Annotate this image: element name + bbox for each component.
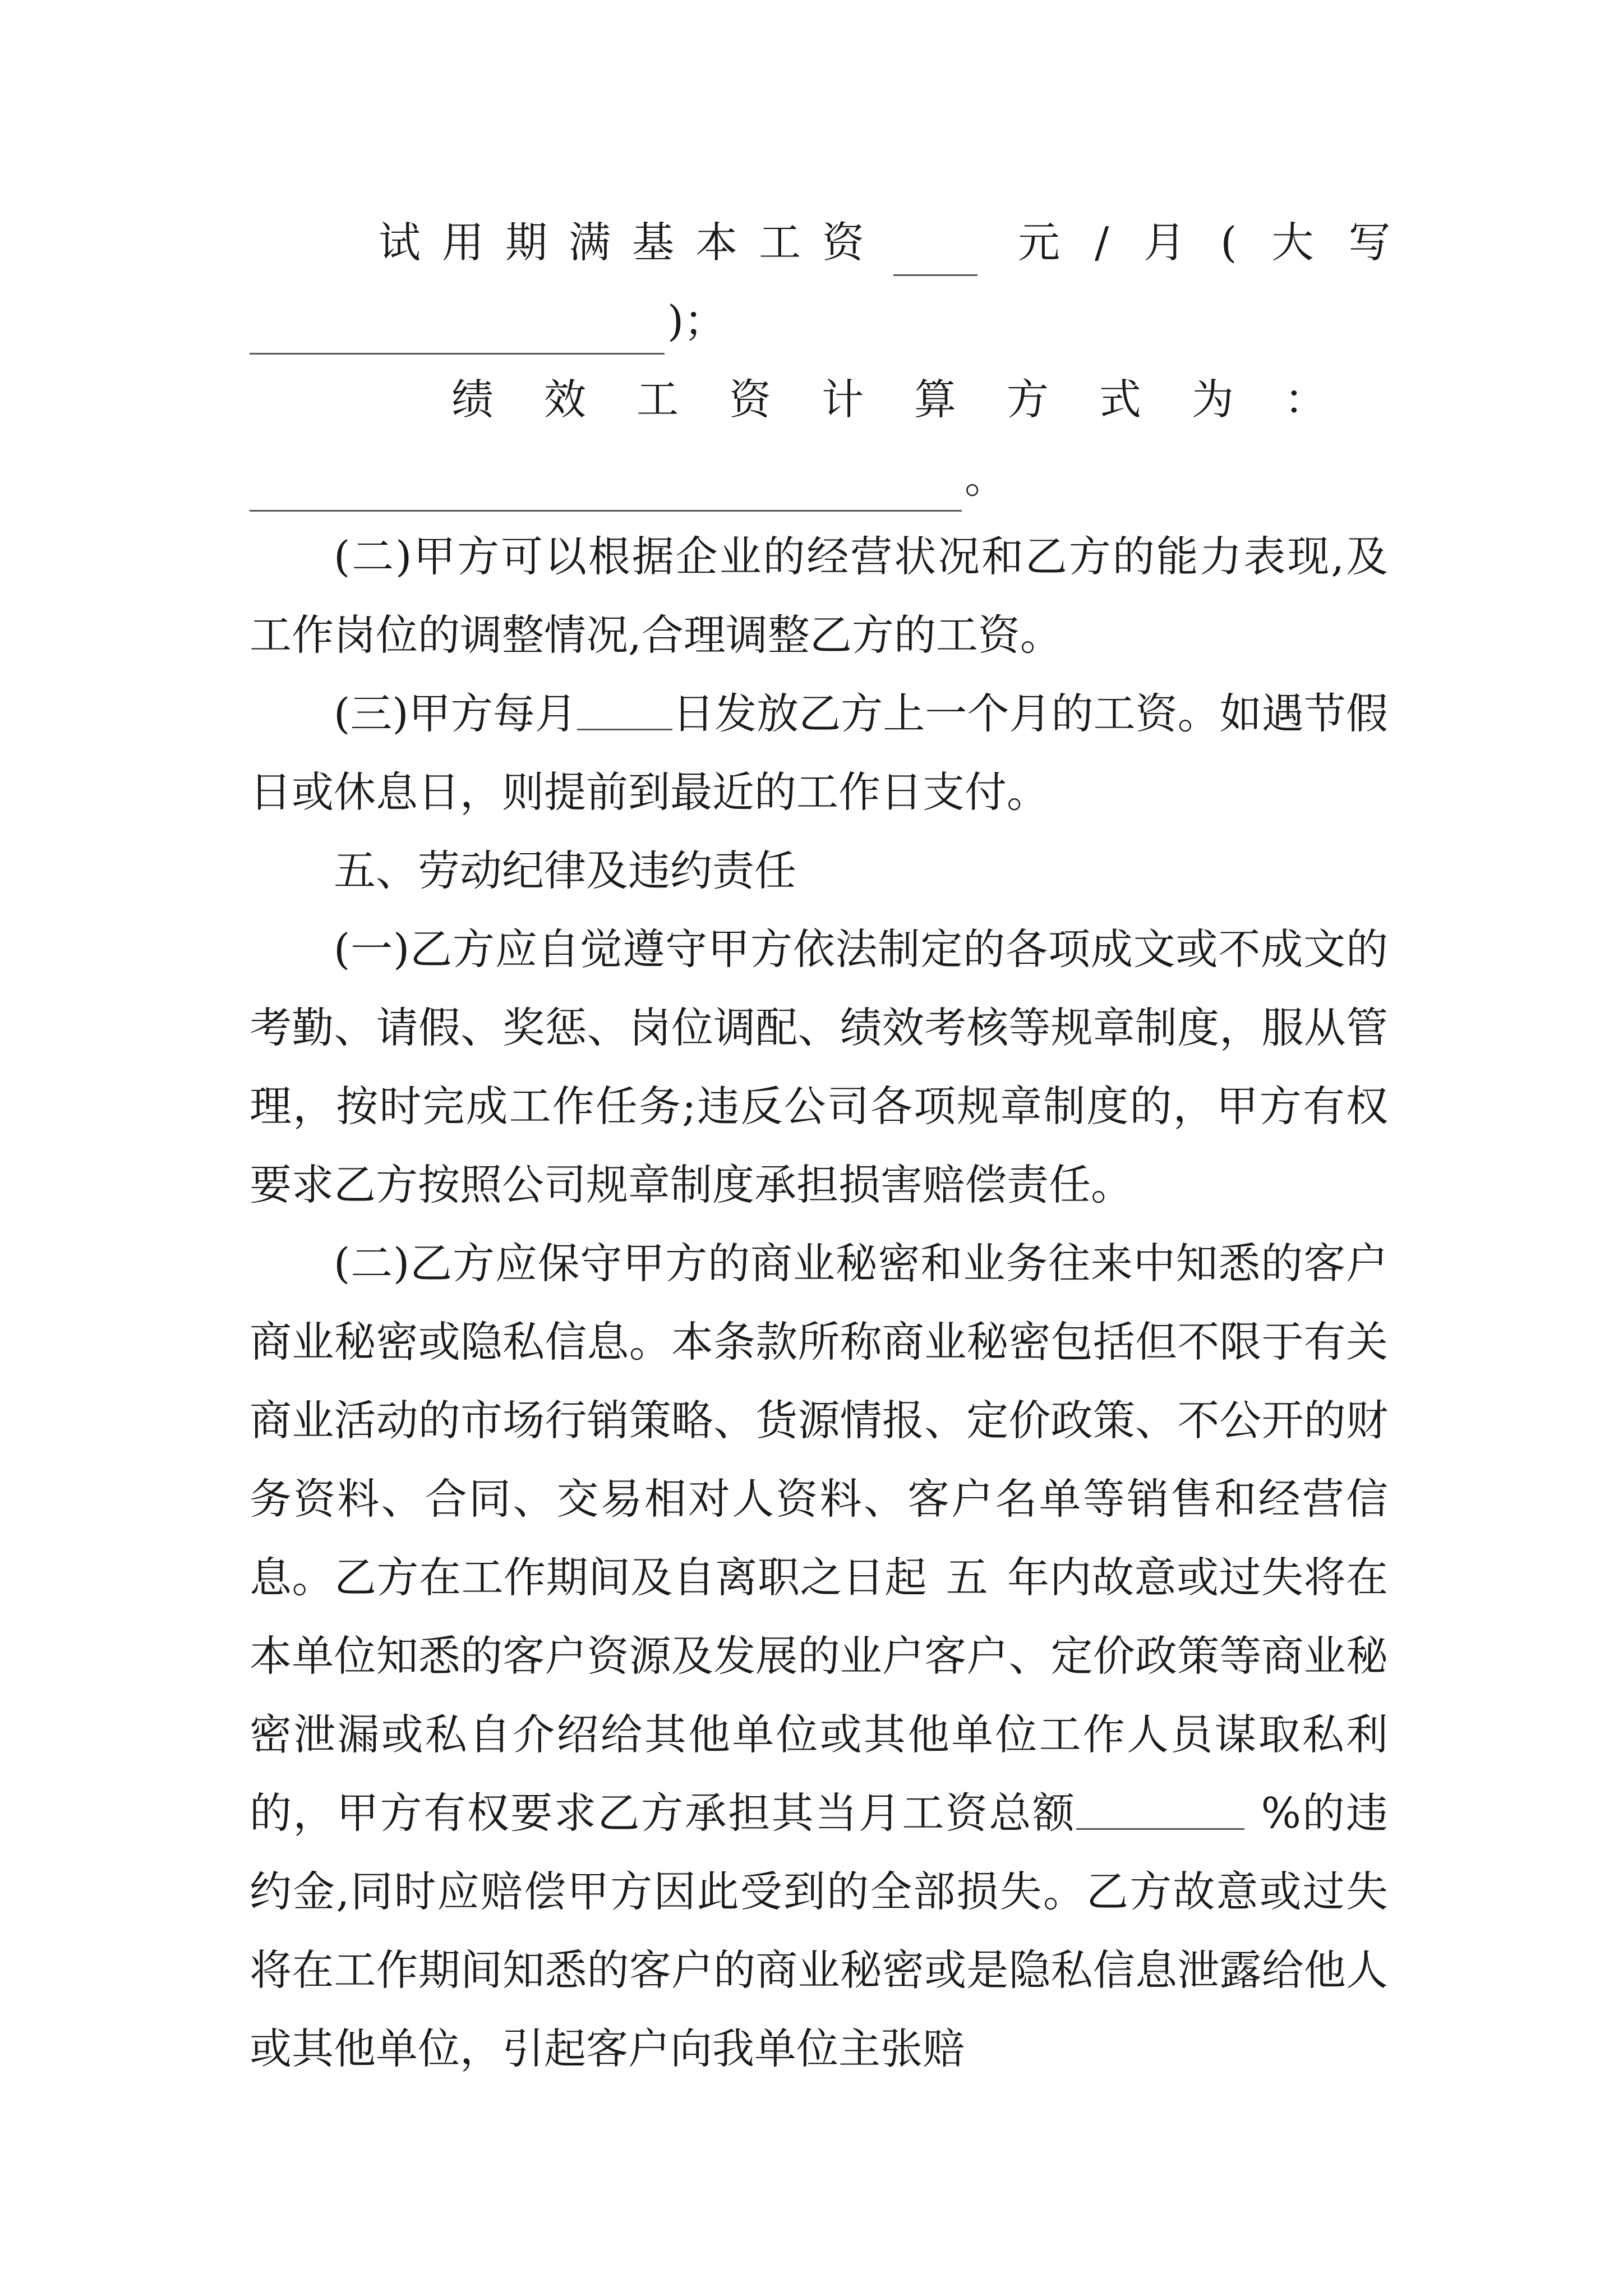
amount-uppercase-blank [250,311,665,355]
probation-salary-lead: 试用期满基本工资 [379,218,886,267]
pay-day-blank [577,687,672,730]
performance-formula-blank [250,468,962,512]
performance-formula-blank-line [250,439,1388,517]
contract-body [250,517,1388,2088]
clause-confidentiality [250,1224,1388,2088]
performance-formula-lead: 绩效工资计算方式为： [451,375,1377,424]
clause-pay-date [250,674,1388,831]
amount-uppercase-close: )； [667,296,726,346]
clause-salary-adjustment: (二)甲方可以根据企业的经营状况和乙方的能力表现,及工作岗位的调整情况,合理调整乙方的工资。 [250,532,1388,660]
clause-confidentiality-part1: (二)乙方应保守甲方的商业秘密和业务往来中知悉的客户商业秘密或隐私信息。本条款所称商业秘密包括但不限于有关商业活动的市场行销策略、货源情报、定价政策、不公开的财务资料、合同、交易相对人资料、客户名单等销售和经营信息。乙方在工作期间及自离职之日起 [250,1239,1388,1602]
probation-salary-line [250,203,1426,282]
performance-formula-line [250,360,1388,439]
clause-pay-date-after: 日发放乙方上一个月的工资。如遇节假日或休息日，则提前到最近的工作日支付。 [250,689,1388,817]
amount-uppercase-line [250,282,1388,360]
clause-pay-date-before: (三)甲方每月 [334,689,577,738]
clause-discipline-rules: (一)乙方应自觉遵守甲方依法制定的各项成文或不成文的考勤、请假、奖惩、岗位调配、绩效考核等规章制度，服从管理，按时完成工作任务;违反公司各项规章制度的，甲方有权要求乙方按照公司规章制度承担损害赔偿责任。 [250,924,1388,1209]
probation-salary-blank [893,232,978,276]
section-heading-discipline: 五、劳动纪律及违约责任 [334,846,797,895]
penalty-percent-blank [1076,1786,1244,1830]
clause-confidentiality-part3: %的违约金,同时应赔偿甲方因此受到的全部损失。乙方故意或过失将在工作期间知悉的客户的商业秘密或是隐私信息泄露给他人或其他单位，引起客户向我单位主张赔 [250,1788,1388,2073]
confidentiality-years: 五 [946,1553,989,1602]
performance-formula-close: 。 [965,453,1007,503]
clause-confidentiality-part2: 年内故意或过失将在本单位知悉的客户资源及发展的业户客户、定价政策等商业秘密泄漏或私自介绍给其他单位或其他单位工作人员谋取私利的，甲方有权要求乙方承担其当月工资总额 [250,1553,1388,1838]
probation-salary-unit: 元/月(大写 [1018,218,1426,267]
